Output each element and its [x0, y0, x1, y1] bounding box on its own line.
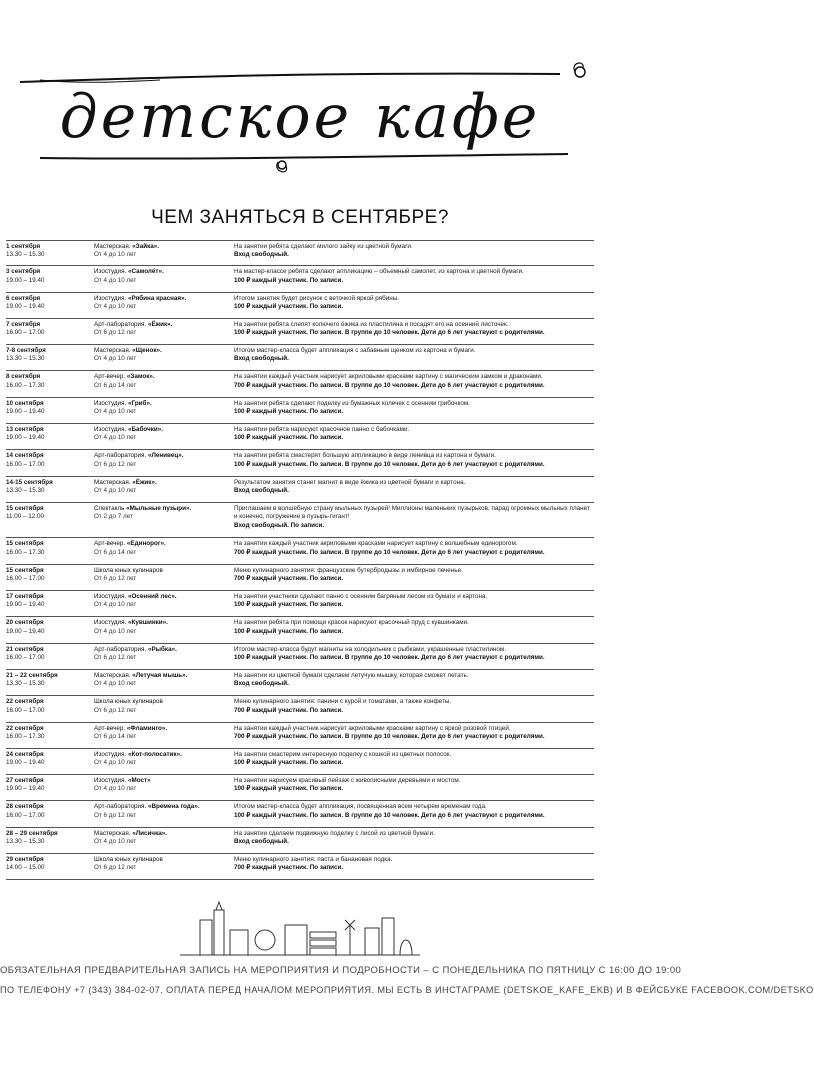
schedule-row: [6, 371, 594, 397]
event-price: 100 ₽ каждый участник. По записи.: [234, 276, 344, 284]
event-datetime: [6, 295, 94, 318]
event-type: Изостудия.: [94, 268, 128, 276]
event-info: [234, 619, 594, 642]
event-datetime: [6, 479, 94, 502]
event-activity: [94, 698, 234, 721]
event-title: [94, 672, 234, 680]
schedule-row: [6, 644, 594, 670]
event-date: 15 сентября: [6, 566, 44, 574]
event-type: Арт-вечер.: [94, 540, 127, 548]
event-price: 700 ₽ каждый участник. По записи.: [234, 575, 344, 583]
event-info: [234, 593, 594, 616]
schedule-row: [6, 477, 594, 503]
schedule-row: [6, 749, 594, 775]
event-date: 10 сентября: [6, 399, 44, 407]
event-activity: [94, 803, 234, 826]
event-type: Мастерская.: [94, 347, 133, 355]
event-age: От 4 до 10 лет: [94, 302, 137, 310]
logo-title: детское кафе: [59, 82, 541, 152]
event-title: [94, 295, 234, 303]
event-title: [94, 751, 234, 759]
event-title: [94, 400, 234, 408]
event-type: Изостудия.: [94, 399, 128, 407]
event-description: Меню кулинарного занятия: панини с курой и томатами, а также конфеты.: [234, 698, 452, 706]
event-activity: [94, 347, 234, 370]
schedule-row: [6, 240, 594, 266]
schedule-row: [6, 266, 594, 292]
event-price: 100 ₽ каждый участник. По записи. В группе до 10 человек. Дети до 6 лет участвуют с родителями.: [234, 811, 545, 819]
event-date: 15 сентября: [6, 540, 44, 548]
event-name: «Лисичка».: [132, 829, 167, 837]
event-type: Арт-вечер.: [94, 724, 127, 732]
event-info: [234, 672, 594, 695]
event-date: 28 – 29 сентября: [6, 829, 58, 837]
event-age: От 4 до 10 лет: [94, 680, 137, 688]
event-date: 21 – 22 сентября: [6, 671, 58, 679]
event-info: [234, 321, 594, 344]
event-type: Мастерская.: [94, 478, 133, 486]
schedule-row: [6, 723, 594, 749]
event-time: 16.00 – 17.30: [6, 548, 45, 556]
event-activity: [94, 830, 234, 853]
event-description: Итогом мастер-класса будет аппликация, посвященная всем четырем временам года.: [234, 803, 487, 811]
event-activity: [94, 321, 234, 344]
event-type: Школа юных кулинаров: [94, 698, 163, 706]
event-age: От 4 до 10 лет: [94, 785, 137, 793]
event-time: 19.00 – 19.40: [6, 785, 45, 793]
event-name: «Ленивец».: [147, 452, 184, 460]
event-time: 13.30 – 15.30: [6, 486, 45, 494]
event-type: Изостудия.: [94, 294, 128, 302]
event-title: [94, 452, 234, 460]
event-type: Изостудия.: [94, 777, 128, 785]
schedule-row: [6, 828, 594, 854]
event-info: [234, 751, 594, 774]
event-datetime: [6, 672, 94, 695]
event-description: Итогом занятия будет рисунок с веточкой яркой рябины.: [234, 294, 399, 302]
event-datetime: [6, 400, 94, 423]
event-date: 28 сентября: [6, 803, 44, 811]
event-age: От 4 до 10 лет: [94, 838, 137, 846]
event-age: От 4 до 10 лет: [94, 251, 137, 259]
event-info: [234, 856, 594, 879]
schedule-row: [6, 424, 594, 450]
schedule-row: [6, 319, 594, 345]
event-title: [94, 540, 234, 548]
event-description: На занятии нарисуем красивый пейзаж с живописными деревьями и мостом.: [234, 777, 461, 785]
event-price: 700 ₽ каждый участник. По записи. В группе до 10 человек. Дети до 6 лет участвуют с родителями.: [234, 732, 545, 740]
event-description: Итогом мастер-класса будет аппликация с забавным щенком из картона и бумаги.: [234, 347, 476, 355]
event-price: 100 ₽ каждый участник. По записи. В группе до 10 человек. Дети до 6 лет участвуют с родителями.: [234, 460, 545, 468]
event-activity: [94, 567, 234, 590]
event-info: [234, 777, 594, 800]
event-datetime: [6, 751, 94, 774]
event-name: «Гриб».: [128, 399, 152, 407]
event-age: От 6 до 12 лет: [94, 864, 137, 872]
event-name: «Кот-полосатик».: [128, 750, 182, 758]
event-activity: [94, 856, 234, 879]
event-time: 13.30 – 15.30: [6, 838, 45, 846]
event-date: 21 сентября: [6, 645, 44, 653]
event-title: [94, 803, 234, 811]
event-age: От 4 до 10 лет: [94, 627, 137, 635]
event-name: «Зайка».: [132, 243, 159, 250]
event-price: 700 ₽ каждый участник. По записи.: [234, 864, 344, 872]
event-activity: [94, 593, 234, 616]
event-datetime: [6, 725, 94, 748]
event-title: [94, 619, 234, 627]
schedule-row: [6, 775, 594, 801]
event-time: 19.00 – 19.40: [6, 302, 45, 310]
schedule-row: [6, 538, 594, 564]
event-datetime: [6, 856, 94, 879]
schedule-row: [6, 696, 594, 722]
event-type: Арт-лаборатория.: [94, 320, 148, 328]
event-info: [234, 295, 594, 318]
event-time: 16.00 – 17.00: [6, 706, 45, 714]
event-activity: [94, 725, 234, 748]
event-age: От 6 до 12 лет: [94, 653, 137, 661]
event-description: На занятии участники сделают панно с осенним багряным лесом из бумаги и картона.: [234, 593, 488, 601]
event-age: От 6 до 12 лет: [94, 811, 137, 819]
event-info: [234, 646, 594, 669]
event-description: На занятии смастерим интересную поделку с кошкой из цветных полосок.: [234, 750, 452, 758]
event-title: [94, 567, 234, 575]
event-price: 100 ₽ каждый участник. По записи.: [234, 302, 344, 310]
event-date: 22 сентября: [6, 724, 44, 732]
schedule-row: [6, 293, 594, 319]
event-time: 16.00 – 17.00: [6, 329, 45, 337]
event-info: [234, 426, 594, 449]
event-datetime: [6, 777, 94, 800]
event-price: 100 ₽ каждый участник. По записи.: [234, 627, 344, 635]
event-description: На занятии каждый участник акриловыми красками нарисует картину с волшебным единорогом.: [234, 540, 518, 548]
event-datetime: [6, 243, 94, 265]
event-title: [94, 593, 234, 601]
event-info: [234, 268, 594, 291]
event-type: Спектакль: [94, 504, 127, 512]
event-activity: [94, 452, 234, 475]
event-activity: [94, 295, 234, 318]
event-age: От 6 до 14 лет: [94, 381, 137, 389]
event-name: «Мост»: [128, 777, 151, 785]
event-age: От 6 до 12 лет: [94, 460, 137, 468]
event-title: [94, 347, 234, 355]
event-description: На мастер-классе ребята сделают аппликацию – объемный самолет, из картона и цветной бумаги.: [234, 268, 524, 276]
event-age: От 6 до 12 лет: [94, 706, 137, 714]
event-age: От 4 до 10 лет: [94, 276, 137, 284]
event-time: 19.00 – 19.40: [6, 276, 45, 284]
event-info: [234, 830, 594, 853]
event-price: 700 ₽ каждый участник. По записи. В группе до 10 человек. Дети до 6 лет участвуют с родителями.: [234, 381, 545, 389]
event-datetime: [6, 540, 94, 563]
event-activity: [94, 505, 234, 538]
event-price: 100 ₽ каждый участник. По записи.: [234, 785, 344, 793]
schedule-row: [6, 670, 594, 696]
event-price: 700 ₽ каждый участник. По записи. В группе до 10 человек. Дети до 6 лет участвуют с родителями.: [234, 548, 545, 556]
event-title: [94, 830, 234, 838]
event-title: [94, 373, 234, 381]
event-type: Изостудия.: [94, 619, 128, 627]
event-title: [94, 725, 234, 733]
event-datetime: [6, 698, 94, 721]
event-type: Мастерская.: [94, 671, 133, 679]
event-time: 14.00 – 15.00: [6, 864, 45, 872]
event-description: На занятии из цветной бумаги сделаем летучую мышку, которая сможет летать.: [234, 671, 469, 679]
event-description: На занятии каждый участник нарисует акриловыми красками картину с яркой розовой птицей.: [234, 724, 511, 732]
event-price: 100 ₽ каждый участник. По записи.: [234, 601, 344, 609]
event-date: 13 сентября: [6, 426, 44, 434]
event-name: «Летучая мышь».: [132, 671, 188, 679]
event-price: 100 ₽ каждый участник. По записи. В группе до 10 человек. Дети до 6 лет участвуют с родителями.: [234, 329, 545, 337]
cafe-illustration: [180, 900, 420, 960]
event-price: Вход свободный.: [234, 251, 289, 259]
event-name: «Рыбка».: [147, 645, 177, 653]
event-price: 100 ₽ каждый участник. По записи.: [234, 408, 344, 416]
event-name: «Ёжик».: [147, 320, 173, 328]
schedule-row: [6, 345, 594, 371]
event-description: На занятии сделаем подвижную поделку с лисой из цветной бумаги.: [234, 829, 435, 837]
schedule-row: [6, 591, 594, 617]
event-title: [94, 856, 234, 864]
event-info: [234, 479, 594, 502]
event-name: «Кувшинки».: [128, 619, 168, 627]
event-date: 17 сентября: [6, 593, 44, 601]
event-activity: [94, 777, 234, 800]
event-name: «Времена года».: [147, 803, 200, 811]
event-info: [234, 505, 594, 538]
event-price: 100 ₽ каждый участник. По записи.: [234, 434, 344, 442]
event-type: Изостудия.: [94, 426, 128, 434]
event-age: От 4 до 10 лет: [94, 486, 137, 494]
event-activity: [94, 672, 234, 695]
event-time: 13.30 – 15.30: [6, 680, 45, 688]
event-info: [234, 725, 594, 748]
event-datetime: [6, 321, 94, 344]
event-activity: [94, 619, 234, 642]
event-description: Меню кулинарного занятия: паста и банановая лодка.: [234, 856, 393, 864]
event-time: 16.00 – 17.00: [6, 460, 45, 468]
event-datetime: [6, 646, 94, 669]
event-datetime: [6, 803, 94, 826]
event-time: 13.30 – 15.30: [6, 251, 45, 259]
event-date: 20 сентября: [6, 619, 44, 627]
event-type: Мастерская.: [94, 829, 133, 837]
event-description: На занятии ребята сделают поделку из бумажных колечек с осенним грибочком.: [234, 399, 470, 407]
footer-line-1: ОБЯЗАТЕЛЬНАЯ ПРЕДВАРИТЕЛЬНАЯ ЗАПИСЬ НА МЕРОПРИЯТИЯ И ПОДРОБНОСТИ – С ПОНЕДЕЛЬНИКА ПО ПЯТНИЦУ С 16:00 ДО 19:00: [0, 965, 682, 976]
event-info: [234, 567, 594, 590]
event-date: 14 сентября: [6, 452, 44, 460]
event-info: [234, 540, 594, 563]
event-activity: [94, 479, 234, 502]
event-name: «Рябина красная».: [128, 294, 187, 302]
event-info: [234, 698, 594, 721]
event-time: 13.30 – 15.30: [6, 355, 45, 363]
event-type: Арт-лаборатория.: [94, 452, 148, 460]
event-price: Вход свободный. По записи.: [234, 521, 325, 529]
event-info: [234, 243, 594, 265]
event-title: [94, 698, 234, 706]
event-age: От 4 до 10 лет: [94, 601, 137, 609]
event-title: [94, 777, 234, 785]
event-info: [234, 803, 594, 826]
schedule-row: [6, 565, 594, 591]
schedule-row: [6, 503, 594, 539]
event-date: 1 сентября: [6, 243, 41, 250]
schedule-row: [6, 801, 594, 827]
event-time: 19.00 – 19.40: [6, 759, 45, 767]
event-description: На занятии ребята слепят колючего ёжика из пластилина и посадят его на осенний листочек.: [234, 320, 509, 328]
event-time: 19.00 – 19.40: [6, 627, 45, 635]
event-age: От 4 до 10 лет: [94, 408, 137, 416]
event-info: [234, 347, 594, 370]
event-date: 7-8 сентября: [6, 347, 46, 355]
event-title: [94, 268, 234, 276]
event-description: Приглашаем в волшебную страну мыльных пузырей! Миллионы маленьких пузырьков, парад огромных мыльных планет и конечно, погружение в пузырь-гигант!: [234, 504, 590, 521]
schedule-row: [6, 398, 594, 424]
event-datetime: [6, 426, 94, 449]
event-date: 6 сентября: [6, 294, 41, 302]
event-type: Арт-лаборатория.: [94, 645, 148, 653]
event-name: «Самолёт».: [128, 268, 164, 276]
event-name: «Щенок».: [132, 347, 162, 355]
event-title: [94, 505, 234, 513]
event-datetime: [6, 830, 94, 853]
event-name: «Замок».: [126, 373, 155, 381]
event-time: 19.00 – 19.40: [6, 434, 45, 442]
event-price: 700 ₽ каждый участник. По записи.: [234, 706, 344, 714]
header: [0, 0, 600, 200]
event-time: 19.00 – 19.40: [6, 601, 45, 609]
event-age: От 4 до 10 лет: [94, 434, 137, 442]
event-description: На занятии ребята нарисуют красочное панно с бабочками.: [234, 426, 410, 434]
event-date: 8 сентября: [6, 373, 41, 381]
event-datetime: [6, 567, 94, 590]
event-name: «Ёжик».: [132, 478, 157, 486]
event-price: Вход свободный.: [234, 838, 289, 846]
event-datetime: [6, 452, 94, 475]
event-time: 16.00 – 17.00: [6, 811, 45, 819]
event-description: Итогом мастер-класса будут магниты на холодильник с рыбками, украшенные пластилином.: [234, 645, 506, 653]
event-activity: [94, 243, 234, 265]
event-age: От 6 до 12 лет: [94, 575, 137, 583]
event-age: От 6 до 14 лет: [94, 732, 137, 740]
schedule-row: [6, 617, 594, 643]
event-date: 29 сентября: [6, 856, 44, 864]
event-price: 100 ₽ каждый участник. По записи. В группе до 10 человек. Дети до 6 лет участвуют с родителями.: [234, 653, 545, 661]
event-title: [94, 646, 234, 654]
event-time: 19.00 – 19.40: [6, 408, 45, 416]
event-datetime: [6, 347, 94, 370]
event-info: [234, 400, 594, 423]
event-type: Школа юных кулинаров: [94, 856, 163, 864]
event-datetime: [6, 268, 94, 291]
schedule-row: [6, 450, 594, 476]
event-activity: [94, 373, 234, 396]
event-date: 27 сентября: [6, 777, 44, 785]
event-price: Вход свободный.: [234, 486, 289, 494]
event-title: [94, 479, 234, 487]
event-activity: [94, 268, 234, 291]
event-description: Меню кулинарного занятия: французские бутербродызы и имбирное печенье.: [234, 566, 463, 574]
event-datetime: [6, 505, 94, 538]
event-title: [94, 243, 234, 251]
event-datetime: [6, 619, 94, 642]
event-date: 14-15 сентября: [6, 478, 53, 486]
event-title: [94, 321, 234, 329]
event-date: 7 сентября: [6, 320, 41, 328]
event-date: 15 сентября: [6, 504, 44, 512]
event-description: На занятии каждый участник нарисует акриловыми красками картину с магическим замком и драконами.: [234, 373, 543, 381]
event-info: [234, 373, 594, 396]
event-price: Вход свободный.: [234, 680, 289, 688]
event-age: От 4 до 10 лет: [94, 355, 137, 363]
event-time: 16.00 – 17.00: [6, 575, 45, 583]
event-date: 24 сентября: [6, 750, 44, 758]
event-name: «Фламинго».: [126, 724, 168, 732]
event-type: Изостудия.: [94, 593, 128, 601]
event-time: 11.00 – 12.00: [6, 513, 45, 521]
footer-line-2: ПО ТЕЛЕФОНУ +7 (343) 384-02-07. ОПЛАТА ПЕРЕД НАЧАЛОМ МЕРОПРИЯТИЯ. МЫ ЕСТЬ В ИНСТАГРАМЕ (DETSKOE_KAFE_EKB) И В ФЕЙСБУКЕ FACEBOOK.COM/DETSKO: [0, 985, 814, 995]
event-description: На занятии ребята сделают милого зайку из цветной бумаги.: [234, 243, 413, 250]
event-age: От 4 до 10 лет: [94, 759, 137, 767]
event-name: «Мыльные пузыри».: [126, 504, 192, 512]
page-subtitle: ЧЕМ ЗАНЯТЬСЯ В СЕНТЯБРЕ?: [151, 207, 449, 228]
event-age: От 2 до 7 лет: [94, 513, 133, 521]
event-type: Школа юных кулинаров: [94, 566, 163, 574]
schedule-row: [6, 854, 594, 880]
event-datetime: [6, 593, 94, 616]
event-description: На занятии ребята при помощи красок нарисуют красочный пруд с кувшинками.: [234, 619, 469, 627]
event-datetime: [6, 373, 94, 396]
event-activity: [94, 426, 234, 449]
event-age: От 6 до 12 лет: [94, 329, 137, 337]
event-price: Вход свободный.: [234, 355, 289, 363]
event-name: «Бабочки».: [128, 426, 164, 434]
event-description: Результатом занятия станет магнит в виде ёжика из цветной бумаги и картона.: [234, 478, 466, 486]
event-title: [94, 426, 234, 434]
event-description: На занятии ребята смастерят большую аппликацию в виде ленивца из картона и бумаги.: [234, 452, 497, 460]
event-time: 16.00 – 17.00: [6, 653, 45, 661]
event-activity: [94, 751, 234, 774]
event-type: Арт-лаборатория.: [94, 803, 148, 811]
event-date: 22 сентября: [6, 698, 44, 706]
schedule-table: [6, 240, 594, 880]
event-activity: [94, 540, 234, 563]
event-date: 3 сентября: [6, 268, 41, 276]
event-price: 100 ₽ каждый участник. По записи.: [234, 759, 344, 767]
event-type: Мастерская.: [94, 243, 133, 250]
event-type: Арт-вечер.: [94, 373, 127, 381]
event-name: «Осенний лес».: [128, 593, 177, 601]
event-type: Изостудия.: [94, 750, 128, 758]
event-activity: [94, 646, 234, 669]
event-time: 16.00 – 17.30: [6, 381, 45, 389]
event-name: «Единорог».: [126, 540, 166, 548]
event-age: От 6 до 14 лет: [94, 548, 137, 556]
event-time: 16.00 – 17.30: [6, 732, 45, 740]
event-info: [234, 452, 594, 475]
event-activity: [94, 400, 234, 423]
